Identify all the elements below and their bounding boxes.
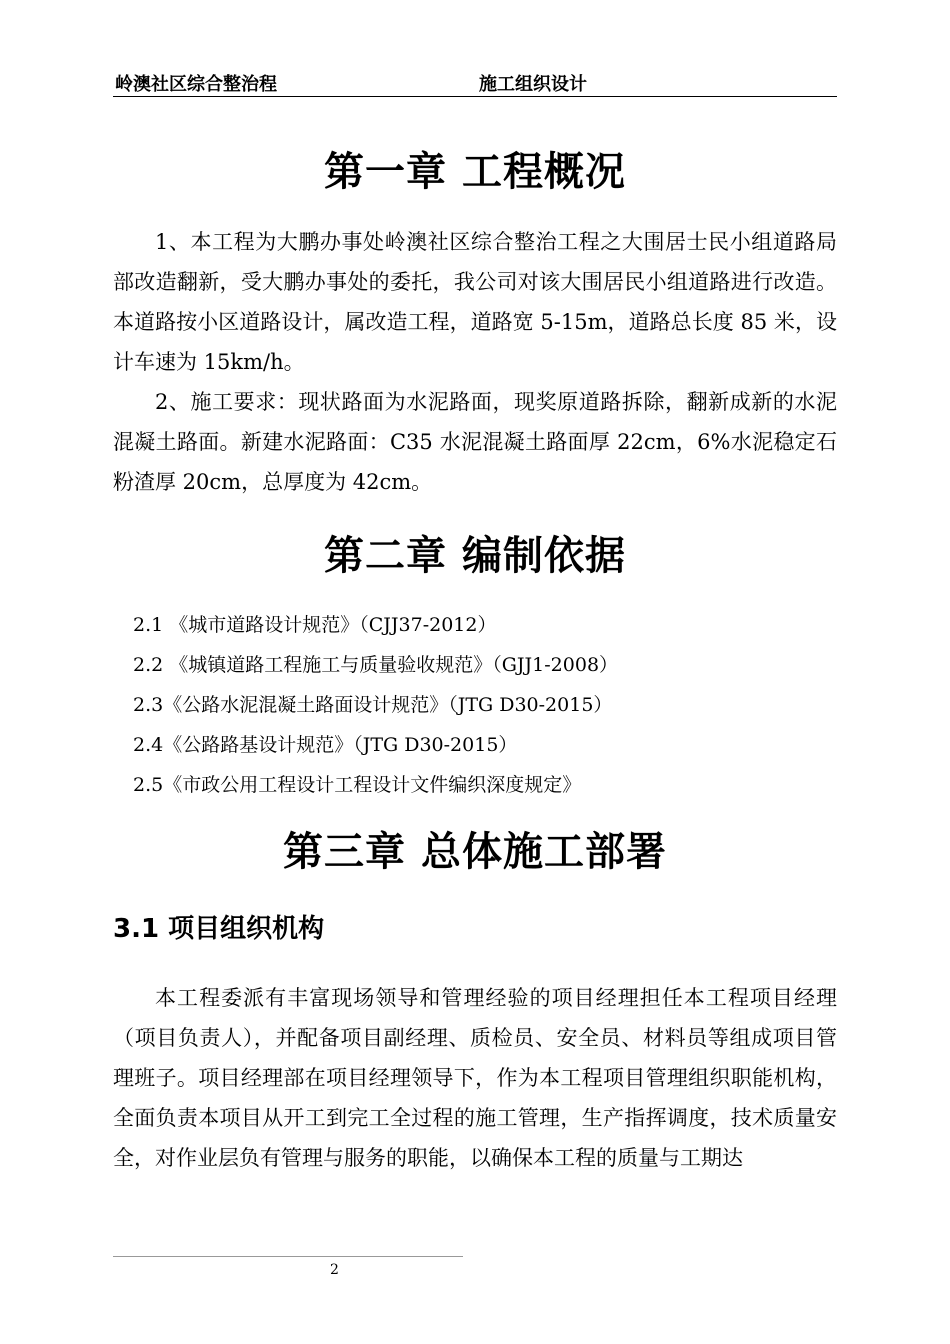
reference-item: 2.5《市政公用工程设计工程设计文件编织深度规定》 <box>133 774 582 796</box>
chapter-3-title: 第三章 总体施工部署 <box>283 829 667 875</box>
reference-item: 2.2 《城镇道路工程施工与质量验收规范》（GJJ1-2008） <box>133 654 619 676</box>
page-header <box>113 66 837 97</box>
footer-rule <box>113 1256 463 1257</box>
chapter-1-paragraph-2: 2、施工要求：现状路面为水泥路面，现奖原道路拆除，翻新成新的水泥混凝土路面。新建水泥路面：C35 水泥混凝土路面厚 22cm，6%水泥稳定石粉渣厚 20cm，总厚度为 42cm。 <box>113 390 837 494</box>
header-project-name: 岭澳社区综合整治程 <box>115 74 277 95</box>
chapter-2-title: 第二章 编制依据 <box>324 533 626 579</box>
reference-item: 2.4《公路路基设计规范》（JTG D30-2015） <box>133 734 518 756</box>
reference-item: 2.3《公路水泥混凝土路面设计规范》（JTG D30-2015） <box>133 694 613 716</box>
chapter-3-paragraph: 本工程委派有丰富现场领导和管理经验的项目经理担任本工程项目经理（项目负责人），并配备项目副经理、质检员、安全员、材料员等组成项目管理班子。项目经理部在项目经理领导下，作为本工程项目管理组织职能机构，全面负责本项目从开工到完工全过程的施工管理，生产指挥调度，技术质量安全，对作业层负有管理与服务的职能，以确保本工程的质量与工期达 <box>113 986 837 1170</box>
chapter-1-title: 第一章 工程概况 <box>324 149 626 195</box>
header-document-type: 施工组织设计 <box>479 74 587 95</box>
section-3-1-title: 3.1 项目组织机构 <box>113 914 325 944</box>
page-number: 2 <box>330 1262 339 1278</box>
chapter-1-paragraph-1: 1、本工程为大鹏办事处岭澳社区综合整治工程之大围居士民小组道路局部改造翻新，受大鹏办事处的委托，我公司对该大围居民小组道路进行改造。本道路按小区道路设计，属改造工程，道路宽 5-15m，道路总长度 85 米，设计车速为 15km/h。 <box>113 230 837 374</box>
reference-item: 2.1 《城市道路设计规范》（CJJ37-2012） <box>133 614 497 636</box>
